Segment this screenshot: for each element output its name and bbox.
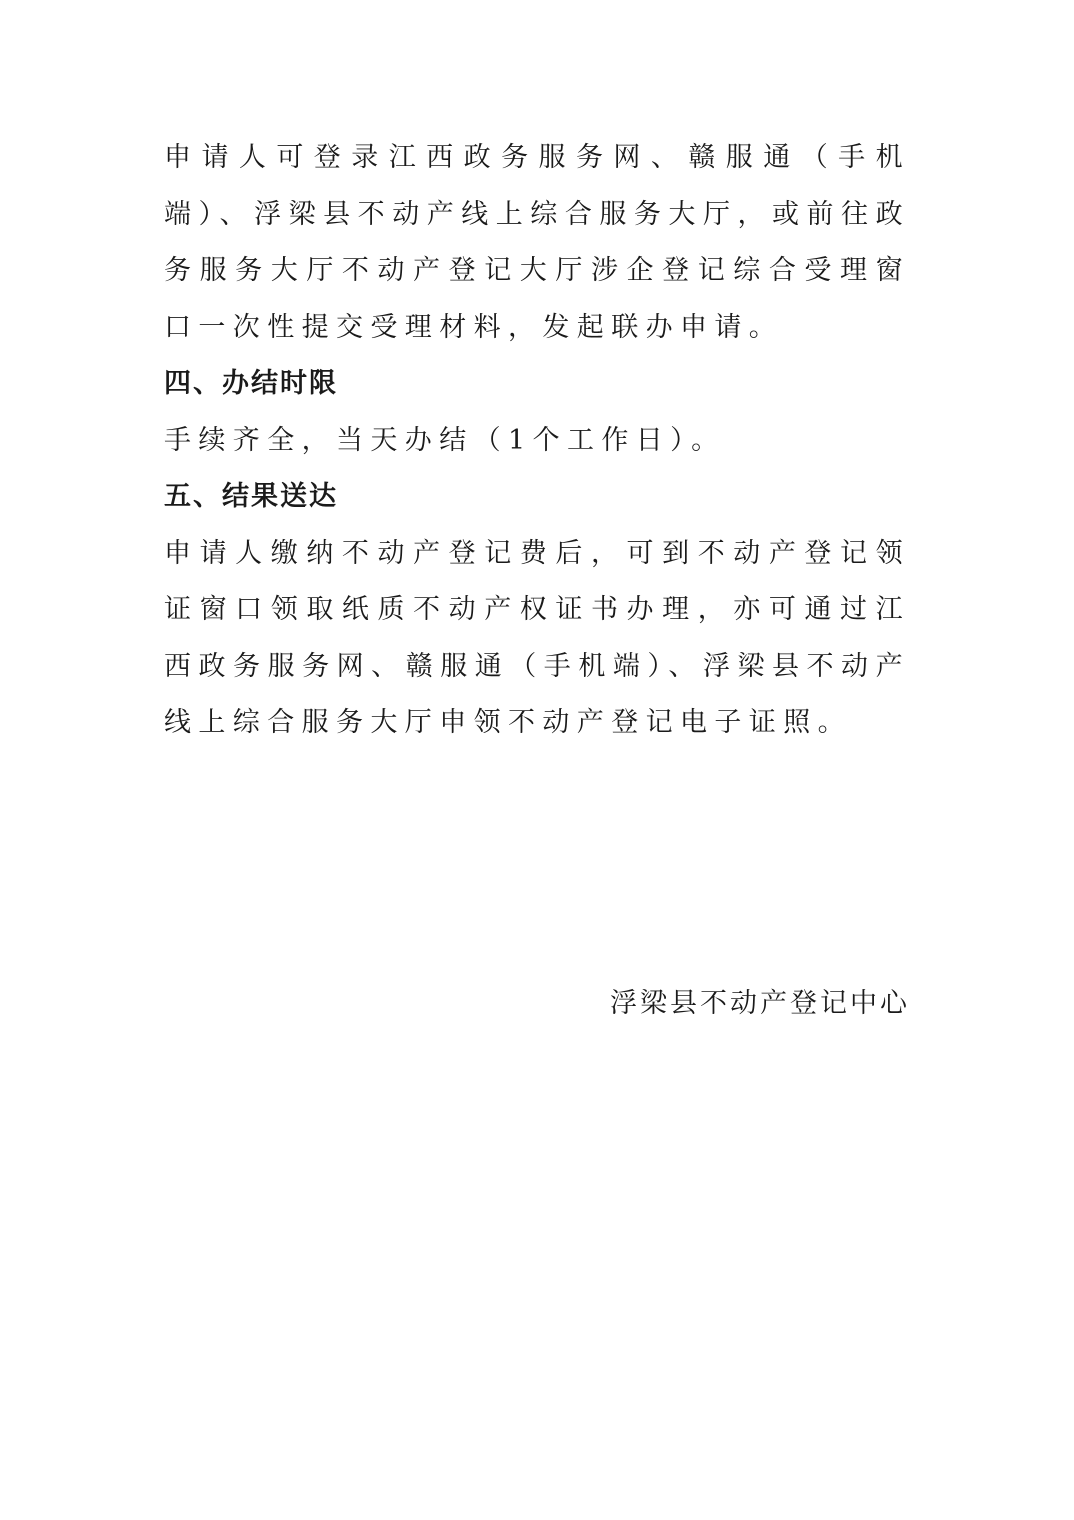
section-heading-processing-time: 四、办结时限 [164, 368, 338, 399]
document-body [164, 130, 910, 752]
section-heading-result-delivery: 五、结果送达 [164, 481, 338, 512]
application-paragraph: 申请人可登录江西政务服务网、赣服通（手机端）、浮梁县不动产线上综合服务大厅，或前往政务服务大厅不动产登记大厅涉企登记综合受理窗口一次性提交受理材料，发起联办申请。 [164, 142, 910, 343]
issuer-signature: 浮梁县不动产登记中心 [610, 988, 910, 1019]
processing-time-paragraph: 手续齐全，当天办结（1个工作日）。 [164, 424, 726, 456]
result-delivery-paragraph: 申请人缴纳不动产登记费后，可到不动产登记领证窗口领取纸质不动产权证书办理，亦可通过江西政务服务网、赣服通（手机端）、浮梁县不动产线上综合服务大厅申领不动产登记电子证照。 [164, 537, 910, 738]
